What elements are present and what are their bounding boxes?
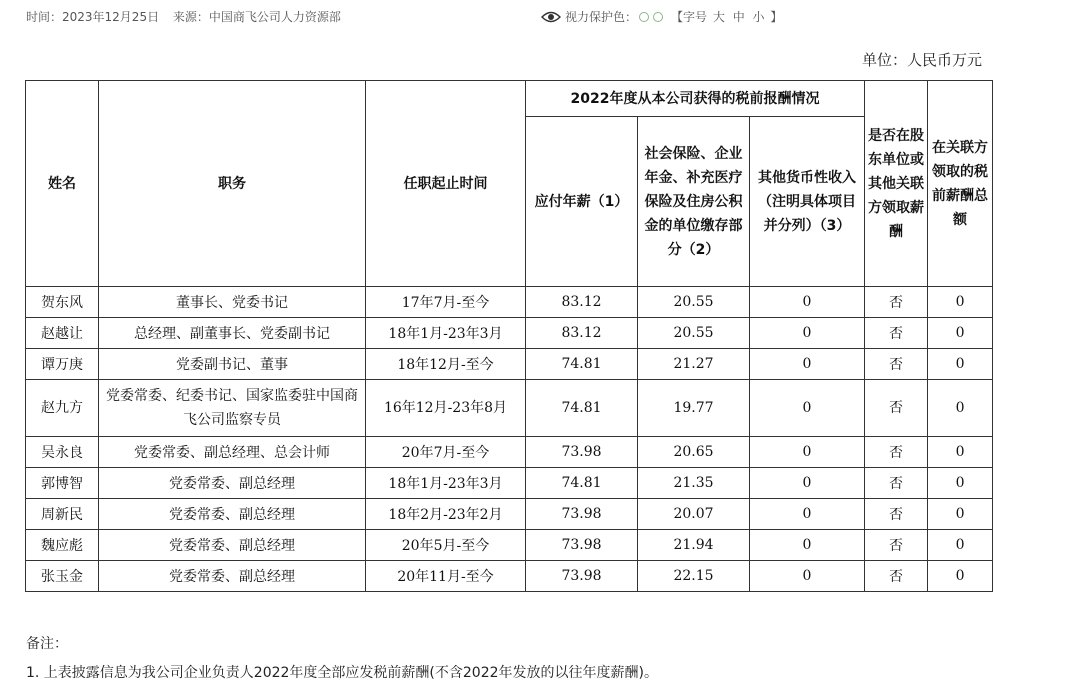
font-small-link[interactable]: 小 bbox=[752, 10, 765, 24]
font-size-control bbox=[671, 8, 782, 25]
cell-amount: 0 bbox=[928, 437, 993, 468]
cell-salary: 73.98 bbox=[526, 561, 638, 592]
header-term: 任职起止时间 bbox=[366, 81, 526, 287]
font-size-bracket: 】 bbox=[770, 10, 783, 24]
cell-position: 党委常委、纪委书记、国家监委驻中国商飞公司监察专员 bbox=[99, 380, 366, 437]
cell-term: 20年5月-至今 bbox=[366, 530, 526, 561]
salary-table bbox=[25, 80, 993, 592]
cell-related: 否 bbox=[865, 380, 928, 437]
cell-social: 20.55 bbox=[638, 318, 750, 349]
cell-term: 18年2月-23年2月 bbox=[366, 499, 526, 530]
header-group: 2022年度从本公司获得的税前报酬情况 bbox=[526, 81, 865, 117]
unit-label: 单位：人民币万元 bbox=[862, 51, 983, 69]
cell-social: 20.55 bbox=[638, 287, 750, 318]
font-size-label: 【字号 bbox=[671, 10, 708, 24]
cell-position: 党委常委、副总经理、总会计师 bbox=[99, 437, 366, 468]
cell-amount: 0 bbox=[928, 561, 993, 592]
cell-social: 21.35 bbox=[638, 468, 750, 499]
cell-salary: 73.98 bbox=[526, 437, 638, 468]
color-option-2[interactable] bbox=[653, 12, 663, 22]
table-row bbox=[26, 468, 993, 499]
cell-term: 20年11月-至今 bbox=[366, 561, 526, 592]
header-position: 职务 bbox=[99, 81, 366, 287]
cell-other: 0 bbox=[750, 349, 865, 380]
cell-position: 董事长、党委书记 bbox=[99, 287, 366, 318]
cell-salary: 74.81 bbox=[526, 349, 638, 380]
table-row bbox=[26, 318, 993, 349]
table-row bbox=[26, 437, 993, 468]
header-salary: 应付年薪（1） bbox=[526, 117, 638, 287]
cell-position: 党委常委、副总经理 bbox=[99, 468, 366, 499]
cell-related: 否 bbox=[865, 499, 928, 530]
cell-amount: 0 bbox=[928, 468, 993, 499]
cell-amount: 0 bbox=[928, 287, 993, 318]
cell-salary: 83.12 bbox=[526, 287, 638, 318]
cell-social: 20.07 bbox=[638, 499, 750, 530]
cell-amount: 0 bbox=[928, 530, 993, 561]
table-body bbox=[26, 287, 993, 592]
cell-salary: 73.98 bbox=[526, 499, 638, 530]
cell-other: 0 bbox=[750, 318, 865, 349]
cell-related: 否 bbox=[865, 468, 928, 499]
cell-social: 21.27 bbox=[638, 349, 750, 380]
cell-related: 否 bbox=[865, 437, 928, 468]
cell-related: 否 bbox=[865, 561, 928, 592]
cell-salary: 73.98 bbox=[526, 530, 638, 561]
cell-term: 18年1月-23年3月 bbox=[366, 318, 526, 349]
table-row bbox=[26, 287, 993, 318]
table-row bbox=[26, 530, 993, 561]
eye-icon bbox=[541, 11, 561, 23]
cell-other: 0 bbox=[750, 561, 865, 592]
remarks-label: 备注： bbox=[26, 636, 68, 652]
cell-salary: 83.12 bbox=[526, 318, 638, 349]
cell-amount: 0 bbox=[928, 318, 993, 349]
cell-name: 赵九方 bbox=[26, 380, 99, 437]
cell-related: 否 bbox=[865, 530, 928, 561]
cell-term: 18年12月-至今 bbox=[366, 349, 526, 380]
font-medium-link[interactable]: 中 bbox=[732, 10, 745, 24]
cell-term: 17年7月-至今 bbox=[366, 287, 526, 318]
cell-other: 0 bbox=[750, 499, 865, 530]
cell-name: 贺东风 bbox=[26, 287, 99, 318]
source: 来源：中国商飞公司人力资源部 bbox=[172, 10, 341, 24]
cell-social: 19.77 bbox=[638, 380, 750, 437]
table-row bbox=[26, 380, 993, 437]
header-social: 社会保险、企业年金、补充医疗保险及住房公积金的单位缴存部分（2） bbox=[638, 117, 750, 287]
vision-label: 视力保护色： bbox=[565, 10, 638, 24]
cell-name: 张玉金 bbox=[26, 561, 99, 592]
table-row bbox=[26, 349, 993, 380]
vision-protection bbox=[541, 8, 782, 25]
cell-other: 0 bbox=[750, 437, 865, 468]
cell-salary: 74.81 bbox=[526, 380, 638, 437]
cell-amount: 0 bbox=[928, 380, 993, 437]
cell-term: 16年12月-23年8月 bbox=[366, 380, 526, 437]
table-row bbox=[26, 561, 993, 592]
cell-name: 吴永良 bbox=[26, 437, 99, 468]
header-name: 姓名 bbox=[26, 81, 99, 287]
cell-social: 20.65 bbox=[638, 437, 750, 468]
cell-other: 0 bbox=[750, 287, 865, 318]
article-meta bbox=[26, 8, 351, 25]
cell-position: 党委副书记、董事 bbox=[99, 349, 366, 380]
cell-name: 郭博智 bbox=[26, 468, 99, 499]
cell-social: 21.94 bbox=[638, 530, 750, 561]
cell-term: 20年7月-至今 bbox=[366, 437, 526, 468]
cell-salary: 74.81 bbox=[526, 468, 638, 499]
cell-position: 总经理、副董事长、党委副书记 bbox=[99, 318, 366, 349]
header-related-amount: 在关联方领取的税前薪酬总额 bbox=[928, 81, 993, 287]
cell-related: 否 bbox=[865, 287, 928, 318]
cell-other: 0 bbox=[750, 468, 865, 499]
cell-related: 否 bbox=[865, 318, 928, 349]
color-option-1[interactable] bbox=[639, 12, 649, 22]
table-row bbox=[26, 499, 993, 530]
cell-other: 0 bbox=[750, 530, 865, 561]
cell-term: 18年1月-23年3月 bbox=[366, 468, 526, 499]
cell-position: 党委常委、副总经理 bbox=[99, 530, 366, 561]
cell-name: 魏应彪 bbox=[26, 530, 99, 561]
cell-amount: 0 bbox=[928, 499, 993, 530]
cell-amount: 0 bbox=[928, 349, 993, 380]
note-1: 1. 上表披露信息为我公司企业负责人2022年度全部应发税前薪酬(不含2022年发放的以往年度薪酬)。 bbox=[26, 665, 658, 681]
cell-position: 党委常委、副总经理 bbox=[99, 561, 366, 592]
cell-other: 0 bbox=[750, 380, 865, 437]
cell-social: 22.15 bbox=[638, 561, 750, 592]
header-other: 其他货币性收入（注明具体项目并分列）（3） bbox=[750, 117, 865, 287]
cell-related: 否 bbox=[865, 349, 928, 380]
cell-position: 党委常委、副总经理 bbox=[99, 499, 366, 530]
header-related: 是否在股东单位或其他关联方领取薪酬 bbox=[865, 81, 928, 287]
font-large-link[interactable]: 大 bbox=[712, 10, 725, 24]
cell-name: 赵越让 bbox=[26, 318, 99, 349]
publish-time: 时间：2023年12月25日 bbox=[26, 10, 160, 24]
cell-name: 谭万庚 bbox=[26, 349, 99, 380]
cell-name: 周新民 bbox=[26, 499, 99, 530]
